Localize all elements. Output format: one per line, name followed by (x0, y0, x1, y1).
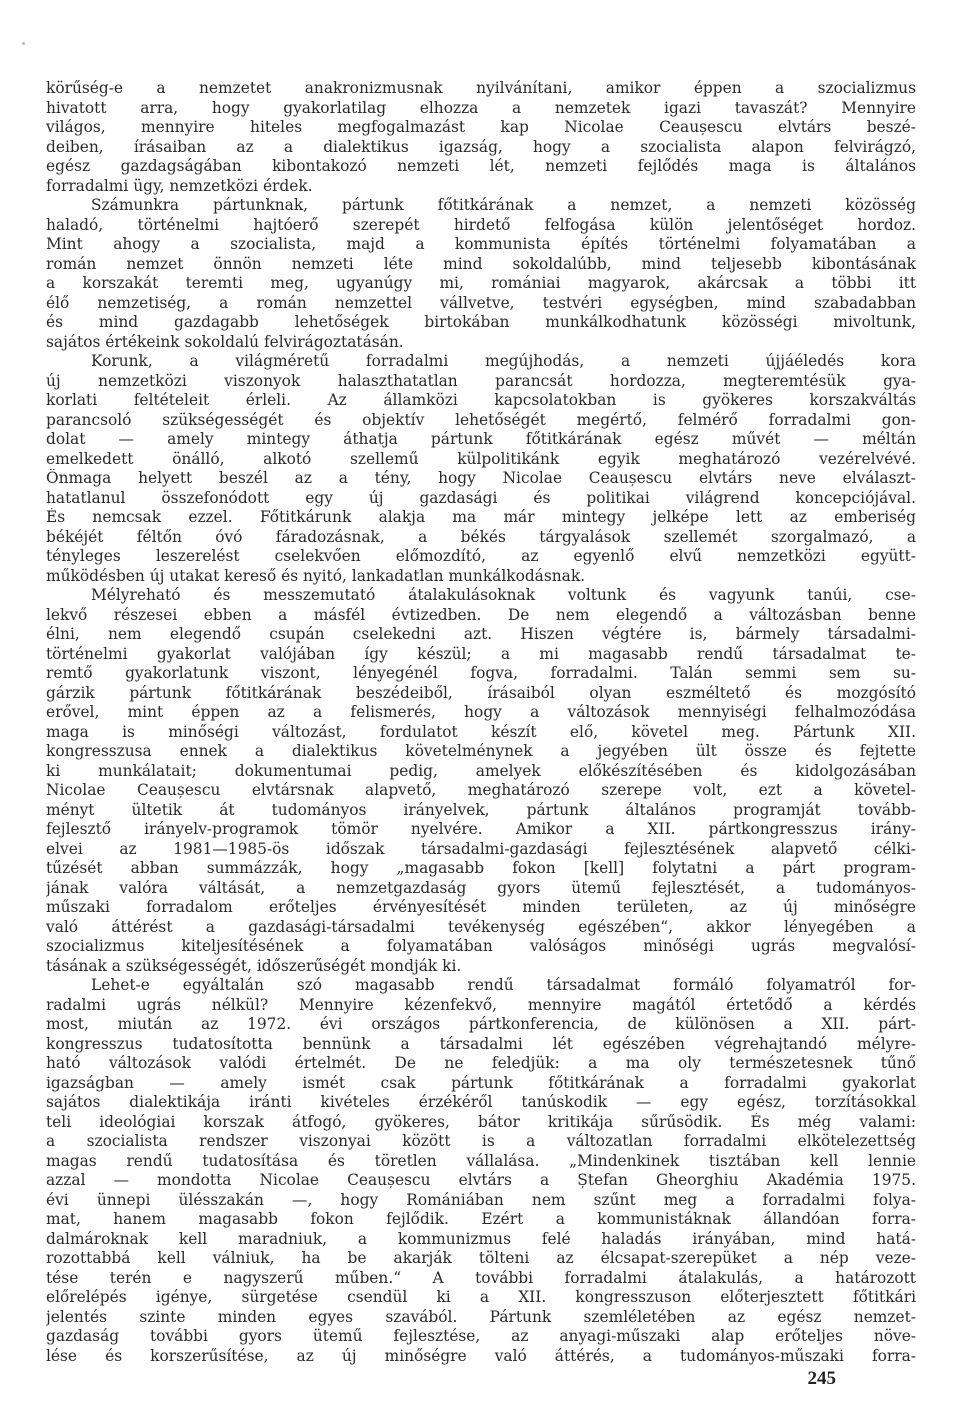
text-line: tényleges leszerelést cselekvően előmozdító, az egyenlő elvű nemzetközi együtt- (46, 547, 916, 565)
text-line: erővel, mint éppen az a felismerés, hogy a változások mennyiségi felhalmozódása (46, 703, 916, 721)
text-line: Korunk, a világméretű forradalmi megújhodás, a nemzeti újjáéledés kora (91, 352, 916, 370)
text-line: jának valóra váltását, a nemzetgazdaság gyors ütemű fejlesztését, a tudományos- (46, 878, 916, 897)
text-line: szocializmus kiteljesítésének a folyamatában valóságos minőségi ugrás megvalósí- (46, 937, 916, 955)
text-line: működésben új utakat kereső és nyitó, lankadatlan munkálkodásnak. (46, 566, 586, 585)
text-line: a szocialista rendszer viszonyai között is a változatlan forradalmi elkötelezettség (46, 1132, 916, 1150)
page-number: 245 (807, 1368, 836, 1389)
text-line: hivatott arra, hogy gyakorlatilag elhozza a nemzetek igazi tavaszát? Mennyire (46, 98, 916, 117)
text-line: azzal — mondotta Nicolae Ceaușescu elvtárs a Ștefan Gheorghiu Akadémia 1975. (46, 1171, 916, 1189)
text-line: ható változások valódi értelmét. De ne feledjük: a ma oly természetesnek tűnő (46, 1054, 916, 1072)
text-line: forradalmi ügy, nemzetközi érdek. (46, 176, 313, 195)
text-line: előrelépés igénye, sürgetése csendül ki a XII. kongresszuson előterjesztett főtitkári (46, 1288, 916, 1306)
text-line: román nemzet önnön nemzeti léte mind sokoldalúbb, mind teljesebb kibontásának (46, 254, 916, 273)
text-line: új nemzetközi viszonyok halaszthatatlan parancsát hordozza, megteremtésük gya- (46, 371, 916, 390)
text-line: egész gazdagságában kibontakozó nemzeti lét, nemzeti fejlődés maga is általános (46, 157, 916, 175)
text-line: jelentés szinte minden egyes szavából. Pártunk szemléletében az egész nemzet- (46, 1307, 916, 1326)
text-line: tése terén e nagyszerű műben.“ A további forradalmi átalakulás, a határozott (46, 1268, 916, 1287)
text-line: kongresszusa ennek a dialektikus követelménynek a jegyében ült össze és fejtette (46, 742, 916, 760)
text-line: tűzését abban summázzák, hogy „magasabb fokon [kell] folytatni a párt program- (46, 859, 916, 877)
text-line: Számunkra pártunknak, pártunk főtitkárának a nemzet, a nemzeti közösség (91, 196, 916, 214)
text-line: körűség-e a nemzetet anakronizmusnak nyilvánítani, amikor éppen a szocializmus (46, 79, 916, 97)
text-line: dolat — amely mintegy áthatja pártunk főtitkárának egész művét — méltán (46, 430, 916, 448)
text-line: lése és korszerűsítése, az új minőségre való áttérés, a tudományos-műszaki forra- (46, 1346, 916, 1365)
text-line: Lehet-e egyáltalán szó magasabb rendű társadalmat formáló folyamatról for- (91, 976, 916, 994)
text-line: haladó, történelmi hajtóerő szerepét hirdető felfogása külön jelentőséget hordoz. (46, 215, 916, 234)
text-line: élni, nem elegendő csupán cselekedni azt. Hiszen végtére is, bármely társadalmi- (46, 625, 916, 643)
text-line: évi ünnepi ülésszakán —, hogy Romániában nem szűnt meg a forradalmi folya- (46, 1190, 916, 1209)
text-line: És nemcsak ezzel. Főtitkárunk alakja ma már mintegy jelképe lett az emberiség (46, 508, 916, 526)
text-line: sajátos értékeink sokoldalú felvirágoztatásán. (46, 332, 404, 351)
text-line: gárzik pártunk főtitkárának beszédeiből, írásaiból olyan eszméltető és mozgósító (46, 683, 916, 702)
text-line: kongresszus tudatosította bennünk a társadalmi lét egészében végrehajtandó mélyre- (46, 1034, 916, 1053)
text-line: Nicolae Ceaușescu elvtársnak alapvető, meghatározó szerepe volt, ezt a követel- (46, 781, 916, 799)
text-line: Önmaga helyett beszél az a tény, hogy Nicolae Ceaușescu elvtárs neve elválaszt- (46, 469, 916, 487)
text-line: fejlesztő irányelv-programok tömör nyelvére. Amikor a XII. pártkongresszus irány- (46, 820, 916, 838)
text-line: emelkedett önálló, alkotó szellemű külpolitikánk egyik meghatározó vezérelvévé. (46, 449, 916, 468)
text-line: korlati feltételeit érleli. Az államközi kapcsolatokban is gyökeres korszakváltás (46, 391, 916, 409)
text-line: deiben, írásaiban az a dialektikus igazság, hogy a szocialista alapon felvirágzó, (46, 137, 916, 156)
text-line: békéjét féltőn óvó fáradozásnak, a békés tárgyalások szellemét szorgalmazó, a (46, 527, 916, 546)
text-line: elvei az 1981—1985-ös időszak társadalmi-gazdasági fejlesztésének alapvető célki- (46, 839, 916, 858)
text-line: lekvő részesei ebben a másfél évtizedben. De nem elegendő a változásban benne (46, 605, 916, 624)
page-body-text (46, 79, 916, 1366)
text-line: való áttérést a gazdasági-társadalmi tevékenység egészében“, akkor lényegében a (46, 917, 916, 936)
text-line: teli ideológiai korszak átfogó, gyökeres, bátor kritikája sűrűsödik. És még valami: (46, 1112, 916, 1131)
text-line: parancsoló szükségességét és objektív lehetőségét megértő, felmérő forradalmi gon- (46, 410, 916, 429)
text-line: mat, hanem magasabb fokon fejlődik. Ezért a kommunistáknak állandóan forra- (46, 1210, 916, 1228)
text-line: a korszakát teremti meg, ugyanúgy mi, romániai magyarok, akárcsak a többi itt (46, 274, 916, 292)
text-line: most, miután az 1972. évi országos pártkonferencia, de különösen a XII. párt- (46, 1015, 916, 1033)
text-line: és mind gazdagabb lehetőségek birtokában munkálkodhatunk közösségi mivoltunk, (46, 313, 916, 331)
text-line: ki munkálatait; dokumentumai pedig, amelyek előkészítésében és kidolgozásában (46, 761, 916, 780)
paper-speck (22, 42, 25, 45)
text-line: történelmi gyakorlat valójában így készül; a mi magasabb rendű társadalmat te- (46, 644, 916, 663)
text-line: rozottabbá kell válniuk, ha be akarják tölteni az élcsapat-szerepüket a nép veze- (46, 1249, 916, 1267)
text-line: igazságban — amely ismét csak pártunk főtitkárának a forradalmi gyakorlat (46, 1073, 916, 1092)
text-line: magas rendű tudatosítása és töretlen vállalása. „Mindenkinek tisztában kell lennie (46, 1151, 916, 1170)
text-line: radalmi ugrás nélkül? Mennyire kézenfekvő, mennyire magától értetődő a kérdés (46, 995, 916, 1014)
text-line: Mint ahogy a szocialista, majd a kommunista építés történelmi folyamatában a (46, 235, 916, 253)
text-line: ményt ültetik át tudományos irányelvek, pártunk általános programját tovább- (46, 800, 916, 819)
text-line: Mélyreható és messzemutató átalakulásoknak voltunk és vagyunk tanúi, cse- (91, 586, 916, 604)
text-line: tásának a szükségességét, időszerűségét mondják ki. (46, 956, 462, 975)
text-line: hatatlanul összefonódott egy új gazdasági és politikai világrend koncepciójával. (46, 488, 916, 507)
text-line: dalmároknak kell maradniuk, a kommunizmus felé haladás irányában, mind hatá- (46, 1229, 916, 1248)
text-line: maga is minőségi változást, fordulatot készít elő, követel meg. Pártunk XII. (46, 722, 916, 741)
text-line: sajátos dialektikája iránti kivételes érzékéről tanúskodik — egy egész, torzításokkal (46, 1093, 916, 1111)
text-line: műszaki forradalom erőteljes érvényesítését minden területen, az új minőségre (46, 898, 916, 916)
text-line: világos, mennyire hiteles megfogalmazást kap Nicolae Ceaușescu elvtárs beszé- (46, 118, 916, 136)
text-line: gazdaság további gyors ütemű fejlesztése, az anyagi-műszaki alap erőteljes növe- (46, 1327, 916, 1345)
text-line: élő nemzetiség, a román nemzettel vállvetve, testvéri egységben, mind szabadabban (46, 293, 916, 312)
text-line: remtő gyakorlatunk viszont, lényegénél fogva, forradalmi. Talán semmi sem su- (46, 664, 916, 682)
